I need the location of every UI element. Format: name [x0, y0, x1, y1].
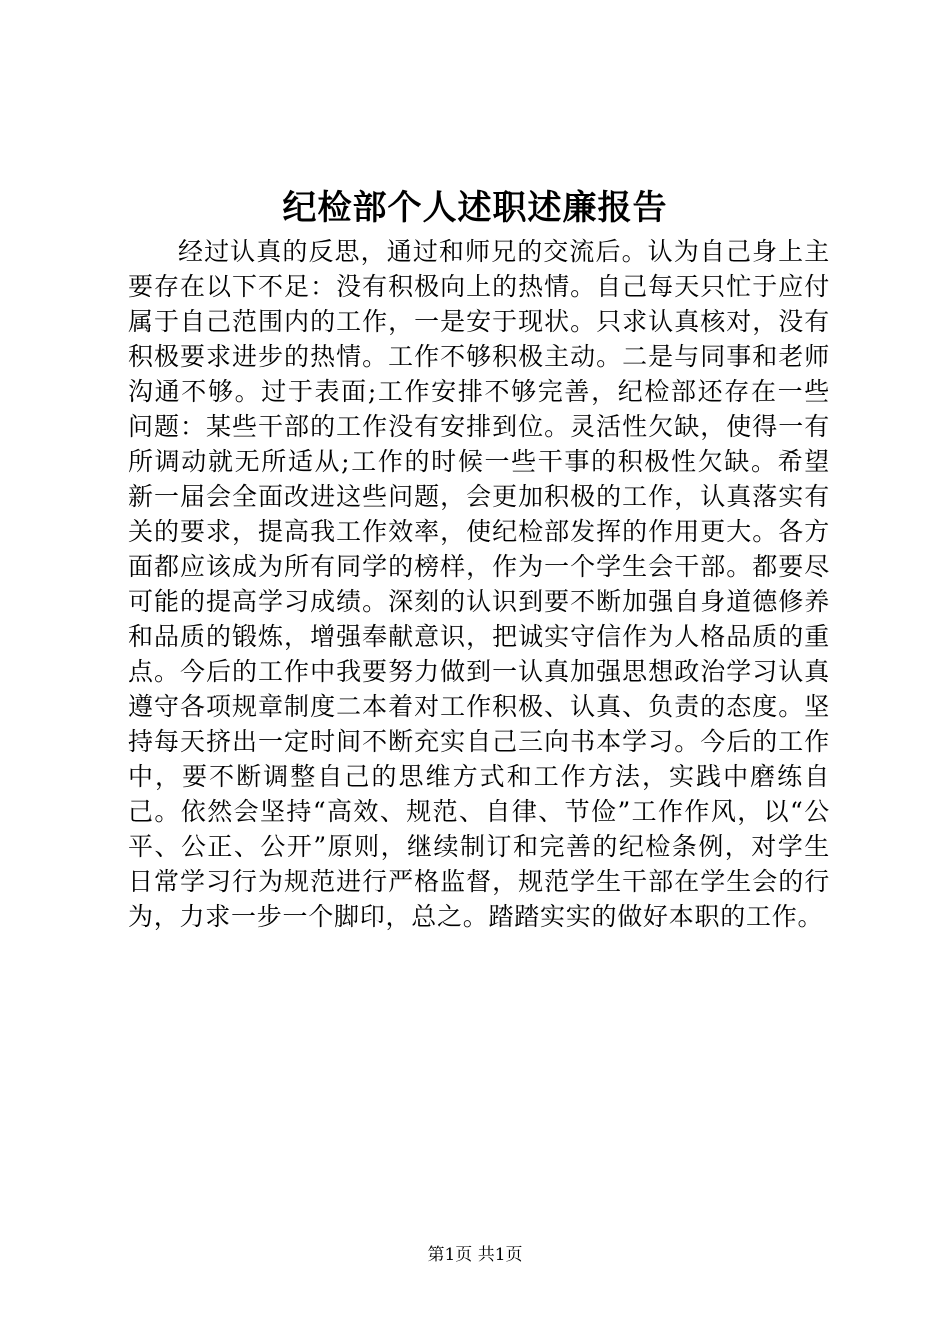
- document-title: 纪检部个人述职述廉报告: [282, 188, 668, 228]
- page-number-footer: 第1页 共1页: [427, 1245, 523, 1265]
- document-body-paragraph: 经过认真的反思，通过和师兄的交流后。认为自己身上主要存在以下不足：没有积极向上的热情。自己每天只忙于应付属于自己范围内的工作，一是安于现状。只求认真核对，没有积极要求进步的热情。工作不够积极主动。二是与同事和老师沟通不够。过于表面;工作安排不够完善，纪检部还存在一些问题：某些干部的工作没有安排到位。灵活性欠缺，使得一有所调动就无所适从;工作的时候一些干事的积极性欠缺。希望新一届会全面改进这些问题，会更加积极的工作，认真落实有关的要求，提高我工作效率，使纪检部发挥的作用更大。各方面都应该成为所有同学的榜样，作为一个学生会干部。都要尽可能的提高学习成绩。深刻的认识到要不断加强自身道德修养和品质的锻炼，增强奉献意识，把诚实守信作为人格品质的重点。今后的工作中我要努力做到一认真加强思想政治学习认真遵守各项规章制度二本着对工作积极、认真、负责的态度。坚持每天挤出一定时间不断充实自己三向书本学习。今后的工作中，要不断调整自己的思维方式和工作方法，实践中磨练自己。依然会坚持“高效、规范、自律、节俭”工作作风，以“公平、公正、公开”原则，继续制订和完善的纪检条例，对学生日常学习行为规范进行严格监督，规范学生干部在学生会的行为，力求一步一个脚印，总之。踏踏实实的做好本职的工作。: [128, 237, 830, 931]
